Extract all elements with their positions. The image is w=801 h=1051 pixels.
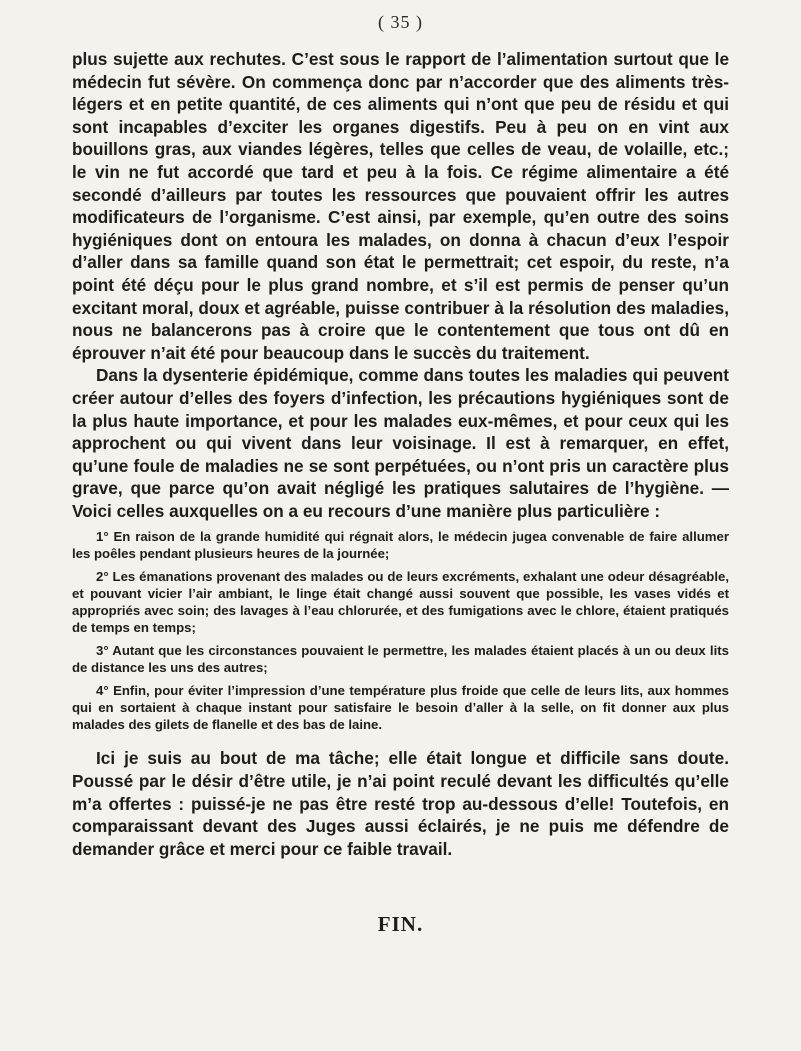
paragraph-alimentation: plus sujette aux rechutes. C’est sous le rapport de l’alimentation surtout que le médecin fut sévère. On commença donc par n’accorder que des aliments très-légers et en petite quantité, de ces aliments qui n’ont que peu de résidu et qui sont incapables d’exciter les organes digestifs. Peu à peu on en vint aux bouillons gras, aux viandes légères, telles que celles de veau, de volaille, etc.; le vin ne fut accordé que tard et peu à la fois. Ce régime alimentaire a été secondé d’ailleurs par toutes les ressources que pouvaient offrir les autres modificateurs de l’organisme. C’est ainsi, par exemple, qu’en outre des soins hygiéniques dont on entoura les malades, on donna à chacun d’eux l’espoir d’aller dans sa famille quand son état le permettrait; cet espoir, du reste, n’a point été déçu pour le plus grand nombre, et s’il est permis de penser qu’un excitant moral, doux et agréable, puisse contribuer à la résolution des maladies, nous ne balancerons pas à croire que le contentement que tous ont dû en éprouver n’ait été pour beaucoup dans le succès du traitement. — [72, 49, 729, 363]
measure-item-4: 4° Enfin, pour éviter l’impression d’une température plus froide que celle de leurs lits, aux hommes qui en sortaient à chaque instant pour satisfaire le besoin d’aller à la selle, on fit donner aux plus malades des gilets de flanelle et des bas de laine. — [72, 683, 729, 733]
page-number: ( 35 ) — [378, 12, 423, 32]
measure-item-1: 1° En raison de la grande humidité qui régnait alors, le médecin jugea convenable de faire allumer les poêles pendant plusieurs heures de la journée; — [72, 529, 729, 562]
body-text — [72, 48, 729, 860]
numbered-measures-list — [72, 528, 729, 733]
paragraph-conclusion: Ici je suis au bout de ma tâche; elle était longue et difficile sans doute. Poussé par le désir d’être utile, je n’ai point reculé devant les difficultés qu’elle m’a offertes : puissé-je ne pas être resté trop au-dessous d’elle! Toutefois, en comparaissant devant des Juges aussi éclairés, je ne puis me défendre de demander grâce et merci pour ce faible travail. — [72, 748, 729, 859]
paragraph-hygiene: Dans la dysenterie épidémique, comme dans toutes les maladies qui peuvent créer autour d’elles des foyers d’infection, les précautions hygiéniques sont de la plus haute importance, et pour les malades eux-mêmes, et pour ceux qui les approchent ou qui vivent dans leur voisinage. Il est à remarquer, en effet, qu’une foule de maladies ne se sont perpétuées, ou n’ont pris un caractère plus grave, que parce qu’on avait négligé les pratiques salutaires de l’hygiène. — Voici celles auxquelles on a eu recours d’une manière plus particulière : — [72, 365, 729, 521]
measure-item-2: 2° Les émanations provenant des malades ou de leurs excréments, exhalant une odeur désagréable, et pouvant vicier l’air ambiant, le linge était changé aussi souvent que possible, les vases vidés et appropriés avec soin; des lavages à l’eau chlorurée, et des fumigations avec le chlore, étaient pratiqués de temps en temps; — [72, 569, 729, 636]
measure-item-3: 3° Autant que les circonstances pouvaient le permettre, les malades étaient placés à un ou deux lits de distance les uns des autres; — [72, 643, 729, 676]
end-mark: FIN. — [377, 912, 424, 936]
